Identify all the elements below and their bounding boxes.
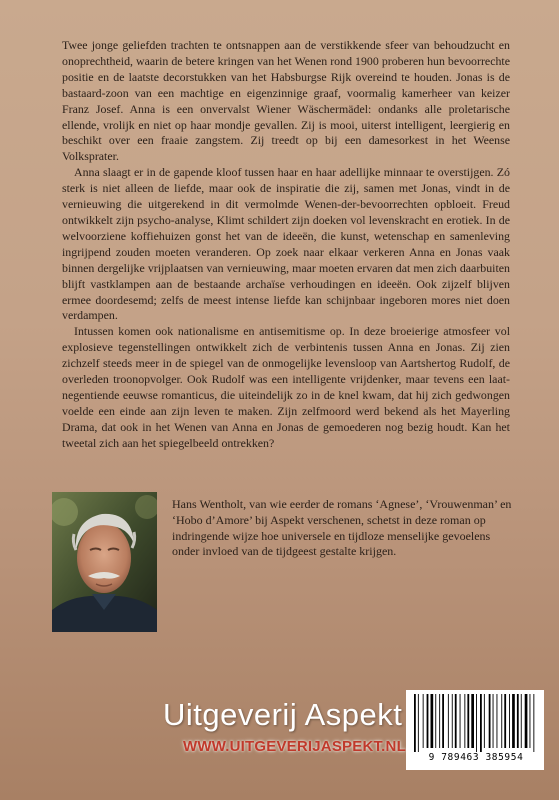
- isbn-barcode: [406, 690, 544, 770]
- barcode-number: 9 789463 385954: [428, 752, 524, 763]
- author-photo: [52, 492, 157, 632]
- author-bio: Hans Wentholt, van wie eerder de romans ‘Agnese’, ‘Vrouwenman’ en ‘Hobo d’Amore’ bij Aspekt verschenen, schetst in deze roman op indringende wijze hoe universele en tijdloze menselijke gevoelens onder invloed van de tijdgeest gestalte krijgen.: [172, 497, 512, 559]
- publisher-name: Uitgeverij Aspekt: [163, 697, 403, 732]
- blurb-paragraph-1: Twee jonge geliefden trachten te ontsnappen aan de verstikkende sfeer van behoudzucht en onoprechtheid, waarin de betere kringen van het Wenen rond 1900 proberen hun bevoorrechte positie en de laatste decorstukken van het Habsburgse Rijk overeind te houden. Jonas is de bastaard-zoon van een machtige en eigenzinnige graaf, voormalig kamerheer van keizer Franz Josef. Anna is een onvervalst Wiener Wäschermädel: ondanks alle proletarische ellende, vrolijk en niet op haar mondje gevallen. Zij is mooi, uiterst intelligent, leergierig en beschikt over een fraaie zangstem. Zij treedt op bij een damesorkest in het Weense Volksprater.: [62, 38, 510, 164]
- barcode-bars: [412, 694, 538, 752]
- blurb-paragraph-2: Anna slaagt er in de gapende kloof tussen haar en haar adellijke minnaar te overstijgen. Zó sterk is niet alleen de liefde, maar ook de inspiratie die zij, samen met Jonas, vindt in de vernieuwing die uitgerekend in dit vermolmde Wenen-der-bevoorrechten opbloeit. Freud ontwikkelt zijn psycho-analyse, Klimt schildert zijn doeken vol levenskracht en erotiek. In de welvoorziene koffiehuizen gonst het van de ideeën, die kunst, wetenschap en samenleving ingrijpend zouden moeten veranderen. Op zoek naar elkaar verkeren Anna en Jonas vaak binnen dergelijke vrijplaatsen van vernieuwing, maar moeten ervaren dat men zich daarbuiten blijft vastklampen aan de bestaande archaïse verhoudingen en ideeën. Ook zijzelf blijven ermee doordesemd; zelfs de meest intense liefde kan schijnbaar ingeboren mores niet doen verdampen.: [62, 165, 510, 323]
- blurb-paragraph-3: Intussen komen ook nationalisme en antisemitisme op. In deze broeierige atmosfeer vol explosieve tegenstellingen ontwikkelt zich de verbintenis tussen Anna en Jonas. Zij zien zichzelf steeds meer in de spiegel van de onmogelijke levensloop van Aartshertog Rudolf, de overleden troonopvolger. Ook Rudolf was een intelligente vrijdenker, maar tevens een laat-negentiende eeuwse romanticus, die uiteindelijk zo in de knel kwam, dat hij zich gedwongen voelde een einde aan zijn leven te maken. Zijn zelfmoord werd bekend als het Mayerling Drama, dat ook in het Wenen van Anna en Jonas de gemoederen nog bezig houdt. Kan het tweetal zich aan het spiegelbeeld ontrekken?: [62, 324, 510, 450]
- publisher-website: WWW.UITGEVERIJASPEKT.NL: [183, 738, 406, 755]
- author-section: [52, 492, 512, 634]
- back-cover-blurb: [62, 38, 510, 452]
